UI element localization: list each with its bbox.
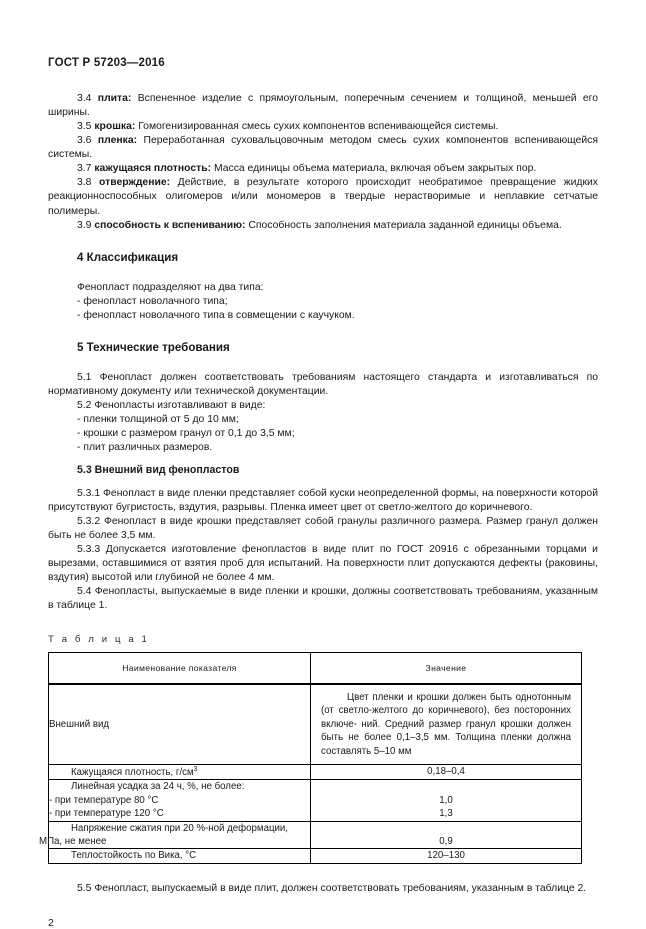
spacer — [48, 456, 598, 463]
table-header-row — [49, 652, 582, 684]
page-number: 2 — [48, 917, 54, 929]
clause-5-2-item-2: - плит различных размеров. — [77, 442, 213, 454]
table-1-col-header-name: Наименование показателя — [49, 652, 311, 684]
term-3-4-label: плита: — [97, 92, 132, 104]
term-3-5-number: 3.5 — [77, 120, 92, 132]
heading-classification: 4 Классификация — [77, 250, 179, 264]
table-1-col-header-value: Значение — [311, 652, 582, 684]
table-1-row2-value — [311, 779, 582, 821]
clause-5-2-item-1: - крошки с размером гранул от 0,1 до 3,5 мм; — [77, 428, 295, 440]
document-header: ГОСТ Р 57203—2016 — [48, 57, 165, 69]
classification-intro: Фенопласт подразделяют на два типа: — [77, 281, 264, 293]
table-1-row2-name-line0: Линейная усадка за 24 ч, %, не более: — [71, 781, 245, 793]
clause-5-5: 5.5 Фенопласт, выпускаемый в виде плит, должен соответствовать требованиям, указанным в таблице 2. — [77, 882, 587, 894]
table-1-row2-value-line1: 1,3 — [439, 808, 453, 820]
term-3-5-label: крошка: — [94, 120, 136, 132]
term-3-8 — [48, 176, 598, 218]
table-row — [49, 849, 582, 863]
table-1-row2-name-line1: - при температуре 80 °С — [49, 794, 159, 806]
table-row — [49, 821, 582, 848]
table-1 — [39, 652, 582, 864]
spacer — [48, 355, 598, 371]
table-1-row0-name: Внешний вид — [49, 684, 311, 765]
term-3-8-definition: Действие, в результате которого происходит необратимое превращение жидких реакционноспособных олигомеров и/или мономеров в твердые нерастворимые и неплавкие сетчатые полимеры. — [48, 177, 598, 217]
term-3-9 — [48, 219, 598, 233]
term-3-7-number: 3.7 — [77, 163, 92, 175]
table-1-body — [39, 684, 582, 864]
term-3-9-number: 3.9 — [77, 219, 92, 231]
table-1-row1-name-text: Кажущаяся плотность, г/см — [71, 766, 194, 778]
table-1-row3-name-line1: МПа, не менее — [39, 835, 107, 847]
table-1-caption: Т а б л и ц а 1 — [48, 633, 150, 645]
clause-5-3-1: 5.3.1 Фенопласт в виде пленки представляет собой куски неопределенной формы, на поверхности которой присутствуют бугристость, вздутия, разрывы. Пленка имеет цвет от светло-желтого до коричневого. — [48, 487, 598, 513]
table-1-head — [49, 652, 582, 684]
table-1-row1-name-superscript: 3 — [193, 765, 198, 773]
term-3-5-definition: Гомогенизированная смесь сухих компонентов вспенивающейся системы. — [138, 120, 499, 132]
table-1-row3-name — [39, 821, 311, 848]
term-3-9-definition: Способность заполнения материала заданной единицы объема. — [248, 219, 562, 231]
classification-item-0: - фенопласт новолачного типа; — [77, 295, 228, 307]
table-row — [49, 765, 582, 779]
table-1-row2-value-line0: 1,0 — [439, 794, 453, 806]
table-1-row4-value: 120–130 — [311, 849, 582, 863]
table-1-row0-value — [311, 684, 582, 765]
term-3-7-label: кажущаяся плотность: — [94, 163, 212, 175]
term-3-7 — [48, 162, 598, 176]
spacer — [48, 896, 598, 918]
clause-5-2-intro: 5.2 Фенопласты изготавливают в виде: — [77, 400, 266, 412]
table-1-row2-name-line2: - при температуре 120 °С — [49, 807, 164, 819]
spacer — [48, 614, 598, 634]
table-1-row4-name: Теплостойкость по Вика, °С — [49, 849, 311, 863]
heading-technical-requirements: 5 Технические требования — [77, 341, 230, 355]
spacer — [48, 323, 598, 341]
term-3-8-label: отверждение: — [99, 177, 171, 189]
spacer — [48, 233, 598, 251]
heading-appearance: 5.3 Внешний вид фенопластов — [77, 463, 240, 476]
table-1-row3-name-line0: Напряжение сжатия при 20 %-ной деформации, — [71, 822, 289, 834]
clause-5-2-item-0: - пленки толщиной от 5 до 10 мм; — [77, 414, 239, 426]
clause-5-3-2: 5.3.2 Фенопласт в виде крошки представляет собой гранулы различного размера. Размер гранул должен быть не более 3,5 мм. — [48, 515, 598, 541]
term-3-6-number: 3.6 — [77, 135, 92, 147]
term-3-6-definition: Переработанная суховальцовочным методом смесь сухих компонентов вспенивающейся системы. — [48, 135, 599, 161]
term-3-4 — [48, 92, 598, 120]
term-3-5 — [48, 120, 598, 134]
table-1-row0-value-line2: ний. Средний размер гранул крошки должен быть не более — [321, 718, 571, 744]
spacer — [48, 477, 598, 487]
table-1-row0-value-line1: светло-желтого до коричневого), без посторонних включе- — [321, 705, 571, 730]
spacer — [48, 864, 598, 882]
table-1-row3-value — [311, 821, 582, 848]
term-3-9-label: способность к вспениванию: — [94, 219, 246, 231]
clause-5-4: 5.4 Фенопласты, выпускаемые в виде пленки и крошки, должны соответствовать требованиям, указанным в таблице 1. — [48, 586, 598, 612]
classification-item-1: - фенопласт новолачного типа в совмещении с каучуком. — [77, 309, 355, 321]
term-3-6-label: пленка: — [97, 135, 138, 147]
term-3-6 — [48, 134, 598, 162]
table-1-row2-name — [49, 779, 311, 821]
spacer — [48, 265, 598, 281]
table-row — [49, 779, 582, 821]
term-3-4-definition: Вспененное изделие с прямоугольным, поперечным сечением и толщиной, меньшей его ширины. — [48, 92, 599, 118]
term-3-4-number: 3.4 — [77, 92, 92, 104]
table-row — [49, 684, 582, 765]
table-1-row0-value-line3: 0,1–3,5 мм. Толщина пленки должна составлять 5–10 мм — [321, 732, 571, 757]
table-1-row0-value-line0: Цвет пленки и крошки должен быть однотонным (от — [321, 691, 571, 717]
clause-5-3-3: 5.3.3 Допускается изготовление фенопластов в виде плит по ГОСТ 20916 с обрезанными торцами и вырезами, оставшимися от взятия проб для испытаний. На поверхности плит допускаются дефекты (раковины, вздутия) высотой или глубиной не более 4 мм. — [48, 544, 598, 584]
term-3-8-number: 3.8 — [77, 177, 92, 189]
table-1-row1-value: 0,18–0,4 — [311, 765, 582, 779]
table-1-row3-value-text: 0,9 — [439, 835, 453, 847]
clause-5-1: 5.1 Фенопласт должен соответствовать требованиям настоящего стандарта и изготавливаться по нормативному документу или технической документации. — [48, 372, 598, 398]
term-3-7-definition: Масса единицы объема материала, включая объем закрытых пор. — [213, 163, 537, 175]
table-1-row1-name — [49, 765, 311, 779]
